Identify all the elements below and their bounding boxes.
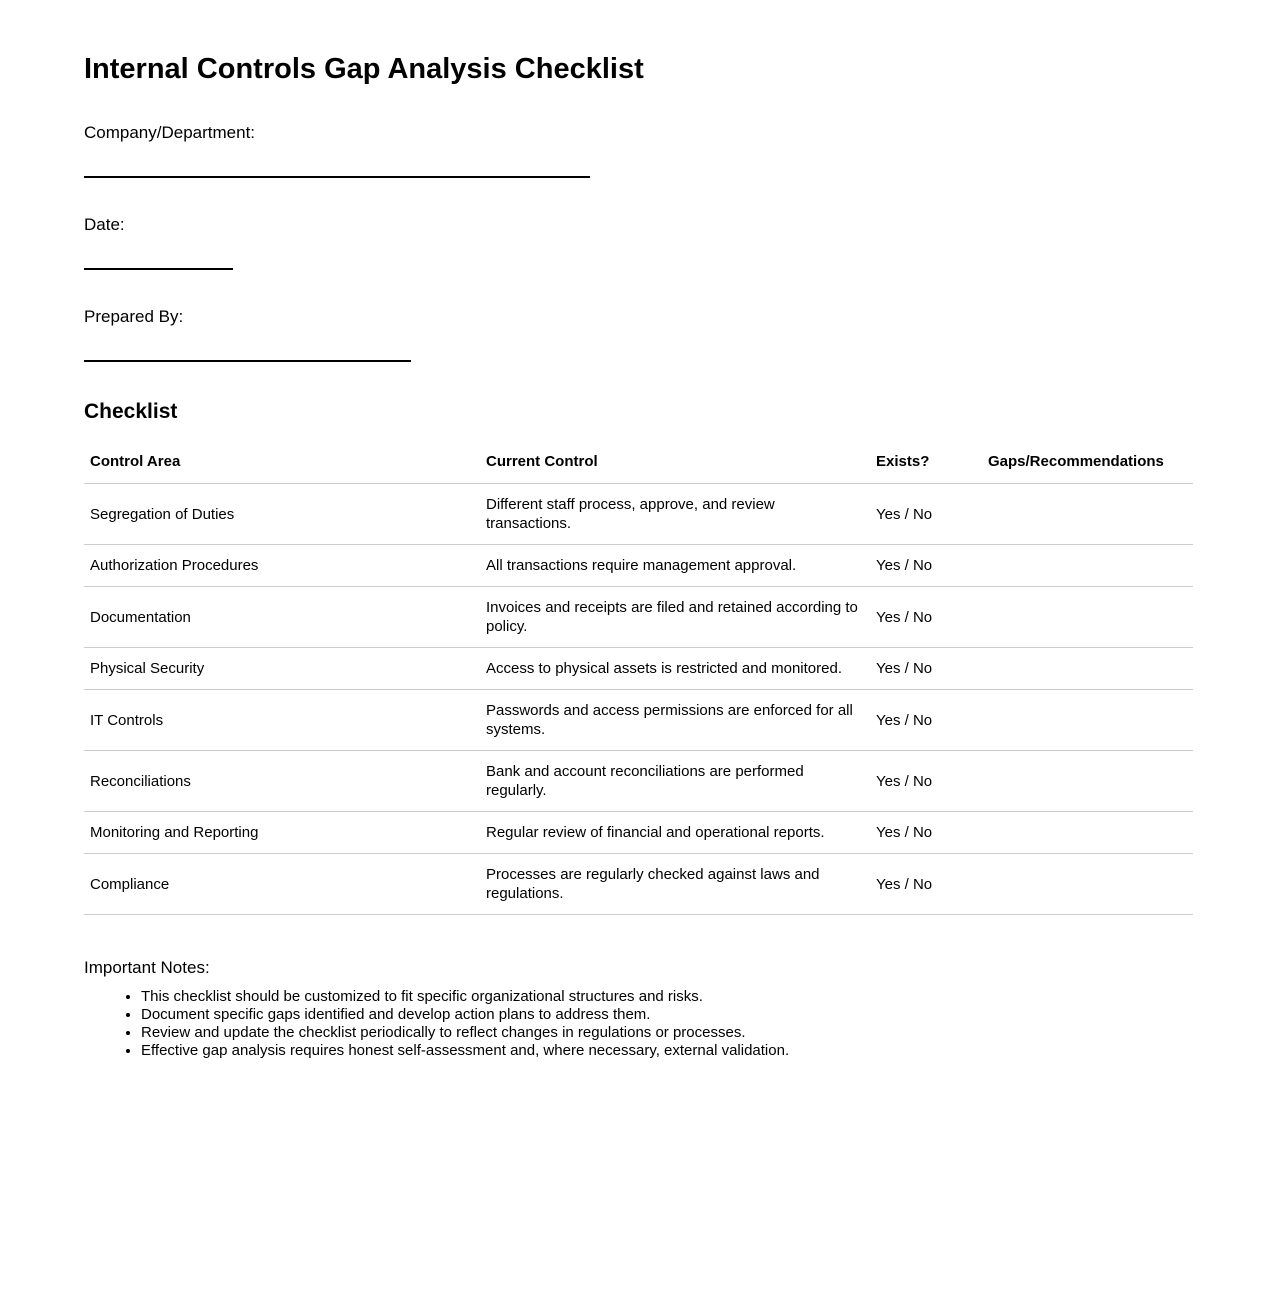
cell-current-control: All transactions require management approval. bbox=[480, 545, 870, 587]
cell-exists: Yes / No bbox=[870, 545, 982, 587]
table-header-row bbox=[84, 440, 1193, 484]
cell-current-control: Invoices and receipts are filed and retained according to policy. bbox=[480, 587, 870, 648]
important-notes-section bbox=[84, 957, 1193, 1060]
section-heading-checklist: Checklist bbox=[84, 400, 178, 423]
table-row bbox=[84, 854, 1193, 915]
cell-gaps bbox=[982, 545, 1193, 587]
cell-current-control: Regular review of financial and operational reports. bbox=[480, 812, 870, 854]
cell-exists: Yes / No bbox=[870, 587, 982, 648]
cell-exists: Yes / No bbox=[870, 751, 982, 812]
cell-gaps bbox=[982, 484, 1193, 545]
note-item: • This checklist should be customized to fit specific organizational structures and risks. bbox=[141, 988, 1193, 1006]
cell-gaps bbox=[982, 812, 1193, 854]
cell-control-area: Segregation of Duties bbox=[84, 484, 480, 545]
col-header-current-control: Current Control bbox=[480, 440, 870, 484]
field-label-date: Date: bbox=[84, 215, 125, 234]
note-item: • Document specific gaps identified and develop action plans to address them. bbox=[141, 1006, 1193, 1024]
table-row bbox=[84, 545, 1193, 587]
field-label-prepared-by: Prepared By: bbox=[84, 307, 184, 326]
cell-exists: Yes / No bbox=[870, 690, 982, 751]
col-header-exists: Exists? bbox=[870, 440, 982, 484]
cell-current-control: Bank and account reconciliations are performed regularly. bbox=[480, 751, 870, 812]
cell-exists: Yes / No bbox=[870, 812, 982, 854]
field-label-company-department: Company/Department: bbox=[84, 123, 256, 142]
cell-current-control: Different staff process, approve, and review transactions. bbox=[480, 484, 870, 545]
table-row bbox=[84, 812, 1193, 854]
notes-heading: Important Notes: bbox=[84, 958, 210, 977]
note-item: • Effective gap analysis requires honest self-assessment and, where necessary, external validation. bbox=[141, 1042, 1193, 1060]
cell-current-control: Processes are regularly checked against laws and regulations. bbox=[480, 854, 870, 915]
page-title: Internal Controls Gap Analysis Checklist bbox=[84, 53, 644, 85]
field-blank-date bbox=[84, 268, 233, 270]
col-header-control-area: Control Area bbox=[84, 440, 480, 484]
cell-gaps bbox=[982, 690, 1193, 751]
col-header-gaps-recommendations: Gaps/Recommendations bbox=[982, 440, 1193, 484]
field-blank-company-department bbox=[84, 176, 590, 178]
cell-control-area: Documentation bbox=[84, 587, 480, 648]
cell-gaps bbox=[982, 751, 1193, 812]
table-row bbox=[84, 587, 1193, 648]
field-date bbox=[84, 215, 1193, 270]
field-prepared-by bbox=[84, 307, 1193, 362]
note-item: • Review and update the checklist periodically to reflect changes in regulations or processes. bbox=[141, 1024, 1193, 1042]
cell-exists: Yes / No bbox=[870, 484, 982, 545]
table-row bbox=[84, 690, 1193, 751]
cell-control-area: Monitoring and Reporting bbox=[84, 812, 480, 854]
cell-control-area: Compliance bbox=[84, 854, 480, 915]
cell-current-control: Access to physical assets is restricted and monitored. bbox=[480, 648, 870, 690]
table-row bbox=[84, 648, 1193, 690]
cell-gaps bbox=[982, 854, 1193, 915]
cell-gaps bbox=[982, 587, 1193, 648]
cell-gaps bbox=[982, 648, 1193, 690]
cell-control-area: Authorization Procedures bbox=[84, 545, 480, 587]
field-company-department bbox=[84, 123, 1193, 178]
field-blank-prepared-by bbox=[84, 360, 411, 362]
cell-control-area: IT Controls bbox=[84, 690, 480, 751]
cell-exists: Yes / No bbox=[870, 854, 982, 915]
table-row bbox=[84, 751, 1193, 812]
cell-exists: Yes / No bbox=[870, 648, 982, 690]
checklist-table bbox=[84, 440, 1193, 915]
table-row bbox=[84, 484, 1193, 545]
notes-list bbox=[84, 988, 1193, 1060]
cell-current-control: Passwords and access permissions are enforced for all systems. bbox=[480, 690, 870, 751]
cell-control-area: Reconciliations bbox=[84, 751, 480, 812]
cell-control-area: Physical Security bbox=[84, 648, 480, 690]
